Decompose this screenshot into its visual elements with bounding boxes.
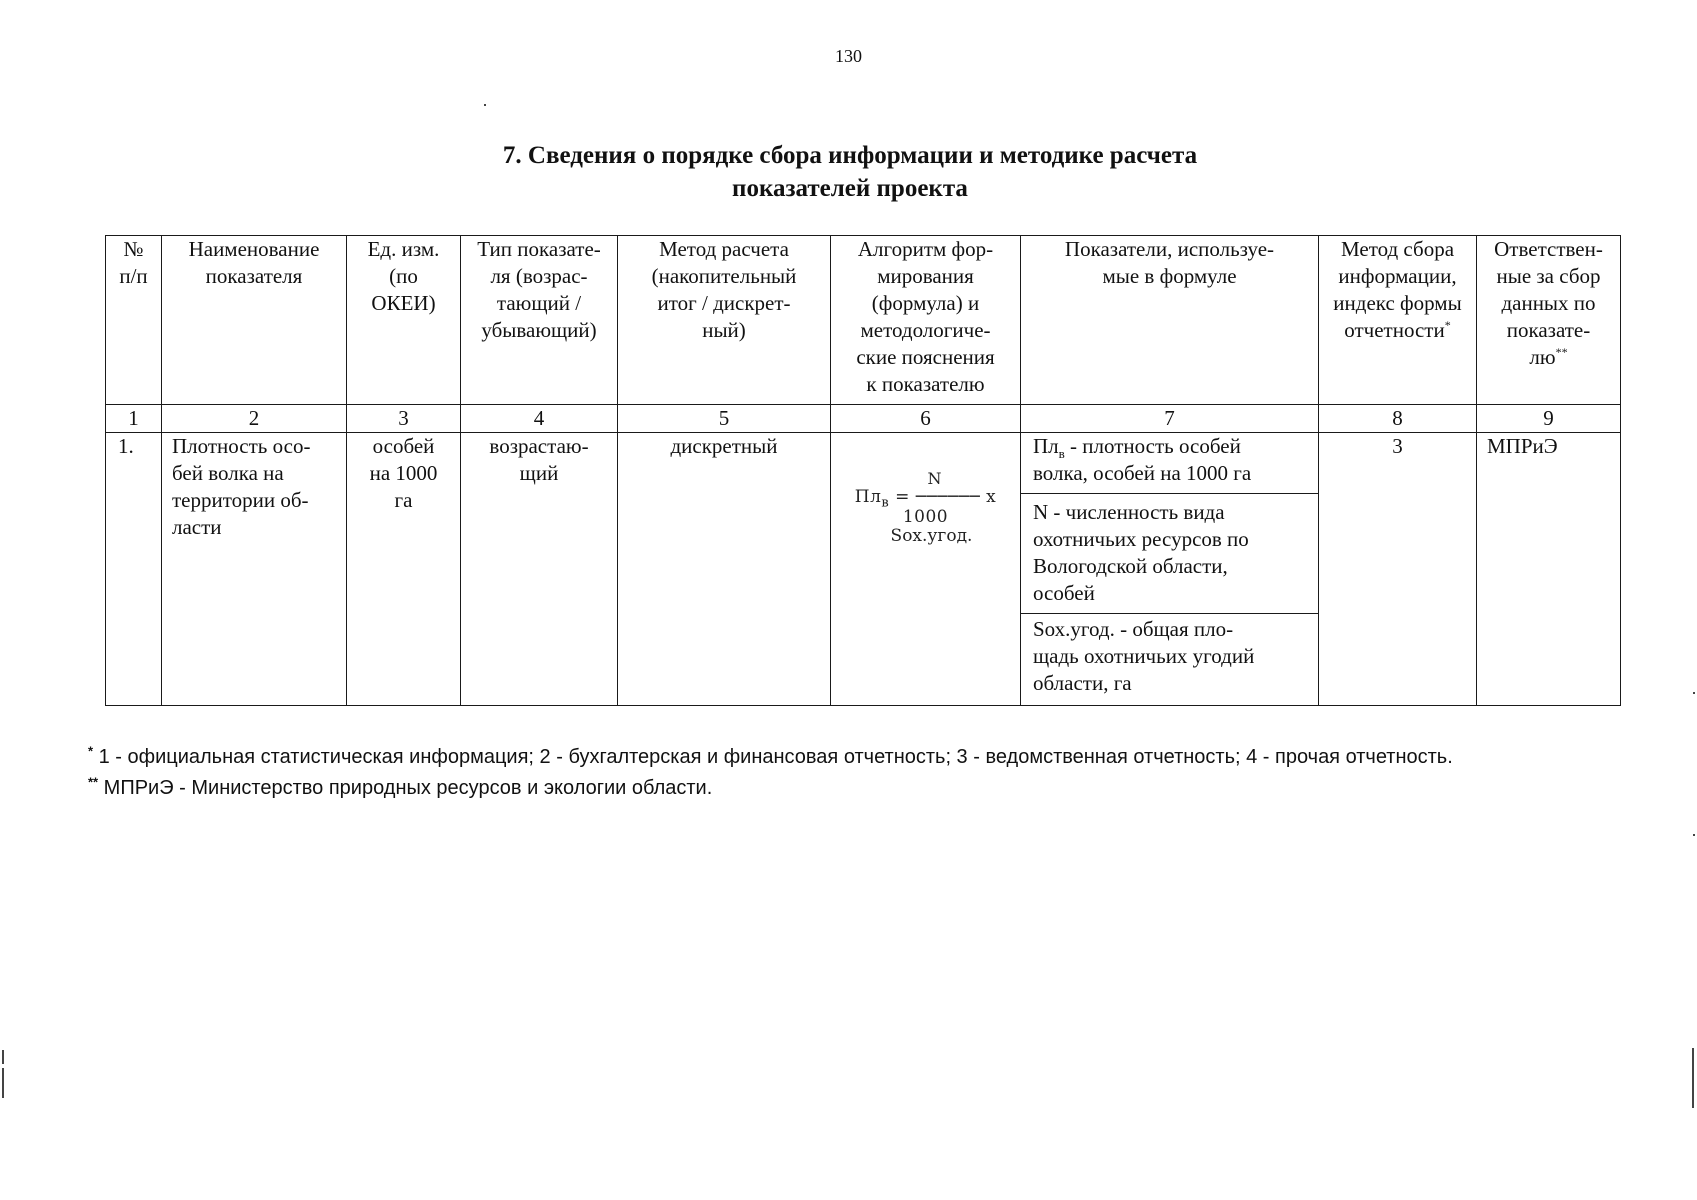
- cell-text: $Пл_в$ - плотность особей: [1033, 434, 1241, 462]
- header-cell-collection-method: [1319, 236, 1477, 405]
- cell-text: бей волка на: [172, 461, 284, 485]
- column-number: 6: [831, 405, 1021, 433]
- header-text: Показатели, используе-: [1064, 237, 1275, 261]
- header-text: №: [123, 237, 144, 261]
- footnote-marker: *: [88, 743, 94, 759]
- cell-text: Вологодской области,: [1033, 554, 1228, 578]
- header-cell-number: [106, 236, 162, 405]
- footnotes: [88, 742, 1648, 804]
- footnote: [88, 742, 1648, 773]
- scan-speck: [1693, 834, 1695, 836]
- footnote-marker: *: [1444, 318, 1451, 332]
- cell-text: ласти: [172, 515, 222, 539]
- formula-params-cell: [1021, 433, 1319, 706]
- formula-main: $Пл_в$ = ────── x 1000: [854, 487, 997, 527]
- header-text: лю**: [1529, 345, 1568, 369]
- column-number: 8: [1319, 405, 1477, 433]
- cell-text: га: [394, 488, 413, 512]
- column-number: 4: [461, 405, 618, 433]
- footnote-marker: **: [88, 774, 99, 790]
- header-text: показате-: [1506, 318, 1591, 342]
- indicators-table: [105, 235, 1621, 706]
- cell-text: волка, особей на 1000 га: [1033, 461, 1252, 485]
- header-text: Наименование: [188, 237, 320, 261]
- scan-edge-mark: [2, 1068, 4, 1098]
- indicator-unit: [347, 433, 461, 706]
- responsible: МПРиЭ: [1477, 433, 1621, 706]
- column-number-row: [106, 405, 1621, 433]
- scan-speck: [1693, 692, 1695, 694]
- footnote-text: МПРиЭ - Министерство природных ресурсов и экологии области.: [98, 777, 713, 799]
- cell-text: щадь охотничьих угодий: [1033, 644, 1255, 668]
- header-text: Ответствен-: [1494, 237, 1603, 261]
- header-text: тающий /: [496, 291, 582, 315]
- header-text: методологиче-: [860, 318, 991, 342]
- indicator-type: [461, 433, 618, 706]
- cell-text: Sох.угод. - общая пло-: [1033, 617, 1234, 641]
- header-text: Метод сбора: [1340, 237, 1455, 261]
- collection-method: 3: [1319, 433, 1477, 706]
- header-cell-type: [461, 236, 618, 405]
- header-text: (формула) и: [871, 291, 980, 315]
- header-text: информации,: [1338, 264, 1457, 288]
- header-text: Алгоритм фор-: [857, 237, 994, 261]
- header-cell-name: [162, 236, 347, 405]
- header-text: мирования: [877, 264, 974, 288]
- header-cell-formula-params: [1021, 236, 1319, 405]
- scan-speck: [484, 104, 486, 106]
- table-header-row: [106, 236, 1621, 405]
- footnote-text: 1 - официальная статистическая информация; 2 - бухгалтерская и финансовая отчетность; 3 - ведомственная отчетность; 4 - прочая отчетность.: [93, 746, 1453, 768]
- header-text: (по: [389, 264, 418, 288]
- header-text: Ед. изм.: [367, 237, 440, 261]
- header-text: индекс формы: [1333, 291, 1462, 315]
- header-text: ные за сбор: [1496, 264, 1601, 288]
- header-text: ный): [702, 318, 746, 342]
- row-number: 1.: [106, 433, 162, 706]
- header-cell-calc-method: [618, 236, 831, 405]
- cell-text: Плотность осо-: [172, 434, 311, 458]
- cell-text: щий: [519, 461, 559, 485]
- header-text: (накопительный: [651, 264, 797, 288]
- scan-edge-mark: [1692, 1048, 1694, 1108]
- formula: [831, 471, 1020, 545]
- header-text: данных по: [1501, 291, 1596, 315]
- header-cell-algorithm: [831, 236, 1021, 405]
- section-title-line-1: 7. Сведения о порядке сбора информации и методике расчета: [502, 142, 1198, 169]
- column-number: 3: [347, 405, 461, 433]
- indicator-name: [162, 433, 347, 706]
- formula-param: [1021, 433, 1318, 494]
- column-number: 1: [106, 405, 162, 433]
- column-number: 2: [162, 405, 347, 433]
- header-cell-responsible: [1477, 236, 1621, 405]
- page-number: 130: [835, 46, 862, 66]
- table-row: [106, 433, 1621, 706]
- section-title: [300, 139, 1400, 205]
- header-text: п/п: [119, 264, 148, 288]
- header-text: Тип показате-: [477, 237, 601, 261]
- column-number: 9: [1477, 405, 1621, 433]
- header-text: убывающий): [481, 318, 597, 342]
- formula-numerator: N: [927, 469, 942, 488]
- cell-text: охотничьих ресурсов по: [1033, 527, 1249, 551]
- calc-method: дискретный: [618, 433, 831, 706]
- column-number: 7: [1021, 405, 1319, 433]
- formula-denominator: Sох.угод.: [890, 526, 973, 546]
- header-text: отчетности*: [1344, 318, 1451, 342]
- header-text: ля (возрас-: [490, 264, 588, 288]
- section-title-line-2: показателей проекта: [732, 175, 968, 202]
- column-number: 5: [618, 405, 831, 433]
- header-text: показателя: [205, 264, 303, 288]
- footnote-marker: **: [1555, 345, 1568, 359]
- header-text: Метод расчета: [659, 237, 789, 261]
- cell-text: территории об-: [172, 488, 309, 512]
- footnote: [88, 773, 1648, 804]
- header-text: ОКЕИ): [371, 291, 436, 315]
- cell-text: на 1000: [369, 461, 438, 485]
- header-text: ские пояснения: [856, 345, 995, 369]
- cell-text: N - численность вида: [1033, 500, 1225, 524]
- header-text: мые в формуле: [1102, 264, 1237, 288]
- header-text: к показателю: [866, 372, 985, 396]
- formula-param: [1021, 614, 1318, 705]
- cell-text: возрастаю-: [489, 434, 589, 458]
- formula-param: [1021, 494, 1318, 614]
- header-cell-unit: [347, 236, 461, 405]
- header-text: итог / дискрет-: [657, 291, 791, 315]
- cell-text: области, га: [1033, 671, 1132, 695]
- cell-text: особей: [1033, 581, 1095, 605]
- formula-cell: [831, 433, 1021, 706]
- cell-text: особей: [372, 434, 435, 458]
- scan-edge-mark: [2, 1050, 4, 1064]
